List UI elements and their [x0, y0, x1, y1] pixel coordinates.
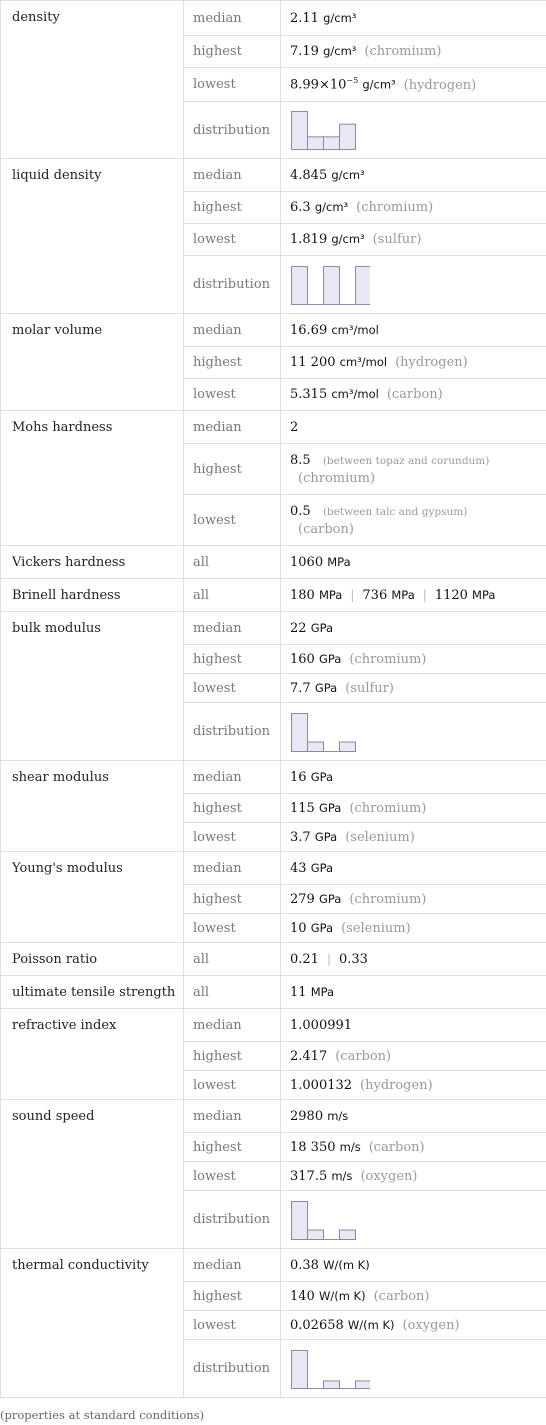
sub-label: highest	[184, 444, 281, 495]
table-row	[1, 314, 546, 347]
sub-label: lowest	[184, 495, 281, 546]
value-cell: 140 W/(m K) (carbon)	[281, 1282, 546, 1311]
sub-label: highest	[184, 645, 281, 674]
sub-label: distribution	[184, 1340, 281, 1398]
sub-label: lowest	[184, 1311, 281, 1340]
histogram-bar	[324, 1380, 340, 1388]
sub-label: all	[184, 546, 281, 579]
property-label: molar volume	[1, 314, 184, 411]
table-row	[1, 546, 546, 579]
sub-label: highest	[184, 36, 281, 68]
distribution-histogram	[290, 1199, 370, 1241]
histogram-bar	[308, 137, 324, 150]
sub-label: median	[184, 411, 281, 444]
sub-label: median	[184, 1100, 281, 1133]
value-cell: 0.5 (between talc and gypsum) (carbon)	[281, 495, 546, 546]
histogram-bar	[308, 1230, 324, 1240]
sub-label: lowest	[184, 224, 281, 256]
value-cell: 1060 MPa	[281, 546, 546, 579]
value-cell: 6.3 g/cm³ (chromium)	[281, 192, 546, 224]
distribution-cell	[281, 256, 546, 314]
value-cell: 0.02658 W/(m K) (oxygen)	[281, 1311, 546, 1340]
sub-label: median	[184, 1009, 281, 1042]
footer-note: (properties at standard conditions)	[0, 1408, 205, 1422]
property-label: sound speed	[1, 1100, 184, 1249]
sub-label: median	[184, 761, 281, 794]
sub-label: lowest	[184, 1071, 281, 1100]
histogram-bar	[324, 137, 340, 150]
property-label: bulk modulus	[1, 612, 184, 761]
table-row	[1, 159, 546, 192]
property-label: refractive index	[1, 1009, 184, 1100]
table-row	[1, 1249, 546, 1282]
value-cell: 115 GPa (chromium)	[281, 794, 546, 823]
sub-label: highest	[184, 192, 281, 224]
histogram-bar	[340, 124, 356, 149]
sub-label: highest	[184, 1282, 281, 1311]
table-row	[1, 943, 546, 976]
sub-label: all	[184, 943, 281, 976]
property-label: Vickers hardness	[1, 546, 184, 579]
sub-label: all	[184, 976, 281, 1009]
value-cell: 180 MPa | 736 MPa | 1120 MPa	[281, 579, 546, 612]
property-label: Young's modulus	[1, 852, 184, 943]
histogram-bar	[340, 1230, 356, 1240]
property-label: liquid density	[1, 159, 184, 314]
value-cell: 2.11 g/cm³	[281, 1, 546, 36]
value-cell: 1.000132 (hydrogen)	[281, 1071, 546, 1100]
distribution-histogram	[290, 1348, 370, 1390]
table-row	[1, 1, 546, 36]
sub-label: highest	[184, 794, 281, 823]
value-cell: 160 GPa (chromium)	[281, 645, 546, 674]
histogram-bar	[308, 742, 324, 752]
distribution-histogram	[290, 264, 370, 306]
sub-label: median	[184, 1, 281, 36]
value-cell: 4.845 g/cm³	[281, 159, 546, 192]
value-cell: 0.38 W/(m K)	[281, 1249, 546, 1282]
sub-label: lowest	[184, 379, 281, 411]
sub-label: distribution	[184, 1191, 281, 1249]
table-row	[1, 852, 546, 885]
sub-label: all	[184, 579, 281, 612]
value-cell: 16.69 cm³/mol	[281, 314, 546, 347]
value-cell: 8.5 (between topaz and corundum) (chromium)	[281, 444, 546, 495]
table-row	[1, 1100, 546, 1133]
sub-label: highest	[184, 1042, 281, 1071]
sub-label: distribution	[184, 102, 281, 159]
property-label: Mohs hardness	[1, 411, 184, 546]
sub-label: median	[184, 612, 281, 645]
sub-label: highest	[184, 347, 281, 379]
table-row	[1, 612, 546, 645]
value-cell: 2980 m/s	[281, 1100, 546, 1133]
histogram-bar	[292, 266, 308, 304]
sub-label: highest	[184, 885, 281, 914]
property-label: Poisson ratio	[1, 943, 184, 976]
value-cell: 2	[281, 411, 546, 444]
table-row	[1, 976, 546, 1009]
sub-label: lowest	[184, 914, 281, 943]
sub-label: median	[184, 852, 281, 885]
sub-label: lowest	[184, 68, 281, 102]
sub-label: distribution	[184, 703, 281, 761]
value-cell: 10 GPa (selenium)	[281, 914, 546, 943]
sub-label: median	[184, 159, 281, 192]
sub-label: lowest	[184, 823, 281, 852]
value-cell: $8.99\times 10^{-5}$ g/cm³ (hydrogen)	[281, 68, 546, 102]
value-cell: 16 GPa	[281, 761, 546, 794]
value-cell: 5.315 cm³/mol (carbon)	[281, 379, 546, 411]
value-cell: 317.5 m/s (oxygen)	[281, 1162, 546, 1191]
value-cell: 279 GPa (chromium)	[281, 885, 546, 914]
histogram-bar	[356, 1380, 371, 1388]
value-cell: 43 GPa	[281, 852, 546, 885]
value-cell: 22 GPa	[281, 612, 546, 645]
value-cell: 11 MPa	[281, 976, 546, 1009]
histogram-bar	[324, 266, 340, 304]
histogram-bar	[292, 713, 308, 751]
value-cell: 7.7 GPa (sulfur)	[281, 674, 546, 703]
value-cell: 0.21 | 0.33	[281, 943, 546, 976]
property-label: thermal conductivity	[1, 1249, 184, 1398]
value-cell: 18 350 m/s (carbon)	[281, 1133, 546, 1162]
sub-label: distribution	[184, 256, 281, 314]
value-cell: 2.417 (carbon)	[281, 1042, 546, 1071]
value-cell: 1.819 g/cm³ (sulfur)	[281, 224, 546, 256]
property-label: shear modulus	[1, 761, 184, 852]
sub-label: median	[184, 314, 281, 347]
sub-label: highest	[184, 1133, 281, 1162]
sub-label: median	[184, 1249, 281, 1282]
table-row	[1, 1009, 546, 1042]
value-cell: 7.19 g/cm³ (chromium)	[281, 36, 546, 68]
distribution-cell	[281, 102, 546, 159]
distribution-histogram	[290, 711, 370, 753]
histogram-bar	[340, 742, 356, 752]
value-cell: 3.7 GPa (selenium)	[281, 823, 546, 852]
distribution-histogram	[290, 109, 370, 151]
sub-label: lowest	[184, 1162, 281, 1191]
histogram-bar	[292, 112, 308, 150]
property-label: ultimate tensile strength	[1, 976, 184, 1009]
value-cell: 1.000991	[281, 1009, 546, 1042]
table-row	[1, 411, 546, 444]
histogram-bar	[292, 1350, 308, 1388]
value-cell: 11 200 cm³/mol (hydrogen)	[281, 347, 546, 379]
distribution-cell	[281, 1191, 546, 1249]
property-label: Brinell hardness	[1, 579, 184, 612]
distribution-cell	[281, 703, 546, 761]
table-row	[1, 761, 546, 794]
histogram-bar	[292, 1201, 308, 1239]
distribution-cell	[281, 1340, 546, 1398]
table-row	[1, 579, 546, 612]
histogram-bar	[356, 266, 371, 304]
property-label: density	[1, 1, 184, 159]
sub-label: lowest	[184, 674, 281, 703]
